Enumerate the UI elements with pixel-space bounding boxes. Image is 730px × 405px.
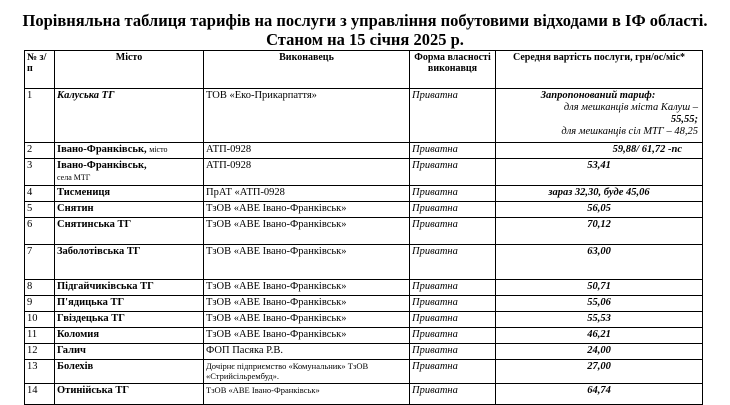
table-row bbox=[25, 89, 703, 143]
row-num: 12 bbox=[25, 344, 55, 360]
row-ownership: Приватна bbox=[410, 89, 496, 143]
city-name: Івано-Франківськ, bbox=[57, 160, 147, 171]
row-executor: ТзОВ «АВЕ Івано-Франківськ» bbox=[204, 245, 410, 280]
table-row bbox=[25, 245, 703, 280]
row-cost: 63,00 bbox=[496, 245, 703, 280]
header-executor: Виконавець bbox=[204, 51, 410, 89]
row-cost: 59,88/ 61,72 -пс bbox=[496, 143, 703, 159]
row-num: 10 bbox=[25, 312, 55, 328]
row-executor: ТзОВ «АВЕ Івано-Франківськ» bbox=[204, 202, 410, 218]
row-executor: АТП-0928 bbox=[204, 143, 410, 159]
header-city: Місто bbox=[55, 51, 204, 89]
row-ownership: Приватна bbox=[410, 159, 496, 186]
row-executor: ТОВ «Еко-Прикарпаття» bbox=[204, 89, 410, 143]
row-num: 5 bbox=[25, 202, 55, 218]
row-city: Болехів bbox=[55, 360, 204, 384]
row-city: Коломия bbox=[55, 328, 204, 344]
row-cost: 56,05 bbox=[496, 202, 703, 218]
cost-head: Запропонований тариф: bbox=[540, 90, 656, 101]
document-title: Порівняльна таблиця тарифів на послуги з управління побутовими відходами в ІФ області. bbox=[22, 11, 708, 30]
row-ownership: Приватна bbox=[410, 218, 496, 245]
row-cost: 24,00 bbox=[496, 344, 703, 360]
row-num: 8 bbox=[25, 280, 55, 296]
row-num: 11 bbox=[25, 328, 55, 344]
row-num: 13 bbox=[25, 360, 55, 384]
row-cost: 27,00 bbox=[496, 360, 703, 384]
cost-line: 55,55; bbox=[670, 114, 698, 125]
table-row bbox=[25, 384, 703, 405]
row-executor: ФОП Пасяка Р.В. bbox=[204, 344, 410, 360]
row-ownership: Приватна bbox=[410, 186, 496, 202]
tariff-table bbox=[24, 50, 703, 405]
table-row bbox=[25, 280, 703, 296]
row-executor: ТзОВ «АВЕ Івано-Франківськ» bbox=[204, 312, 410, 328]
city-note: місто bbox=[149, 145, 168, 154]
row-city: Калуська ТГ bbox=[55, 89, 204, 143]
header-ownership: Форма власності виконавця bbox=[410, 51, 496, 89]
row-num: 2 bbox=[25, 143, 55, 159]
table-row bbox=[25, 296, 703, 312]
row-num: 6 bbox=[25, 218, 55, 245]
row-ownership: Приватна bbox=[410, 344, 496, 360]
row-num: 9 bbox=[25, 296, 55, 312]
table-row bbox=[25, 360, 703, 384]
row-city: Тисмениця bbox=[55, 186, 204, 202]
row-ownership: Приватна bbox=[410, 202, 496, 218]
table-row bbox=[25, 328, 703, 344]
row-city bbox=[55, 143, 204, 159]
row-executor: ТзОВ «АВЕ Івано-Франківськ» bbox=[204, 218, 410, 245]
row-ownership: Приватна bbox=[410, 328, 496, 344]
row-cost: 70,12 bbox=[496, 218, 703, 245]
table-row bbox=[25, 312, 703, 328]
row-executor: ТзОВ «АВЕ Івано-Франківськ» bbox=[204, 384, 410, 405]
row-cost: зараз 32,30, буде 45,06 bbox=[496, 186, 703, 202]
row-num: 1 bbox=[25, 89, 55, 143]
table-row bbox=[25, 344, 703, 360]
table-row bbox=[25, 159, 703, 186]
row-ownership: Приватна bbox=[410, 360, 496, 384]
row-cost: 53,41 bbox=[496, 159, 703, 186]
row-city: П'ядицька ТГ bbox=[55, 296, 204, 312]
table-row bbox=[25, 202, 703, 218]
row-city: Отинійська ТГ bbox=[55, 384, 204, 405]
header-cost: Середня вартість послуги, грн/ос/міс* bbox=[496, 51, 703, 89]
row-ownership: Приватна bbox=[410, 245, 496, 280]
row-executor: АТП-0928 bbox=[204, 159, 410, 186]
row-ownership: Приватна bbox=[410, 384, 496, 405]
document-date: Станом на 15 січня 2025 р. bbox=[266, 30, 464, 49]
row-cost: 64,74 bbox=[496, 384, 703, 405]
city-note: села МТГ bbox=[57, 173, 91, 182]
row-executor: ТзОВ «АВЕ Івано-Франківськ» bbox=[204, 280, 410, 296]
row-city: Снятинська ТГ bbox=[55, 218, 204, 245]
row-city bbox=[55, 159, 204, 186]
table-header-row bbox=[25, 51, 703, 89]
row-num: 14 bbox=[25, 384, 55, 405]
row-city: Підгайчиківська ТГ bbox=[55, 280, 204, 296]
row-cost bbox=[496, 89, 703, 143]
row-cost: 55,06 bbox=[496, 296, 703, 312]
row-executor: Дочірнє підприємство «Комунальник» ТзОВ «Стрийсільрембуд». bbox=[204, 360, 410, 384]
row-cost: 55,53 bbox=[496, 312, 703, 328]
row-cost: 46,21 bbox=[496, 328, 703, 344]
row-executor: ТзОВ «АВЕ Івано-Франківськ» bbox=[204, 328, 410, 344]
row-executor: ПрАТ «АТП-0928 bbox=[204, 186, 410, 202]
row-city: Снятин bbox=[55, 202, 204, 218]
table-row bbox=[25, 186, 703, 202]
row-city: Заболотівська ТГ bbox=[55, 245, 204, 280]
cost-line: для мешканців міста Калуш – bbox=[563, 102, 698, 113]
row-ownership: Приватна bbox=[410, 143, 496, 159]
row-city: Галич bbox=[55, 344, 204, 360]
row-num: 4 bbox=[25, 186, 55, 202]
header-num: № з/п bbox=[25, 51, 55, 89]
row-city: Гвіздецька ТГ bbox=[55, 312, 204, 328]
cost-line: для мешканців сіл МТГ – 48,25 bbox=[561, 126, 698, 137]
row-ownership: Приватна bbox=[410, 312, 496, 328]
row-ownership: Приватна bbox=[410, 296, 496, 312]
city-name: Івано-Франківськ, bbox=[57, 144, 147, 155]
row-num: 7 bbox=[25, 245, 55, 280]
row-executor: ТзОВ «АВЕ Івано-Франківськ» bbox=[204, 296, 410, 312]
row-ownership: Приватна bbox=[410, 280, 496, 296]
table-row bbox=[25, 143, 703, 159]
row-num: 3 bbox=[25, 159, 55, 186]
row-cost: 50,71 bbox=[496, 280, 703, 296]
table-row bbox=[25, 218, 703, 245]
